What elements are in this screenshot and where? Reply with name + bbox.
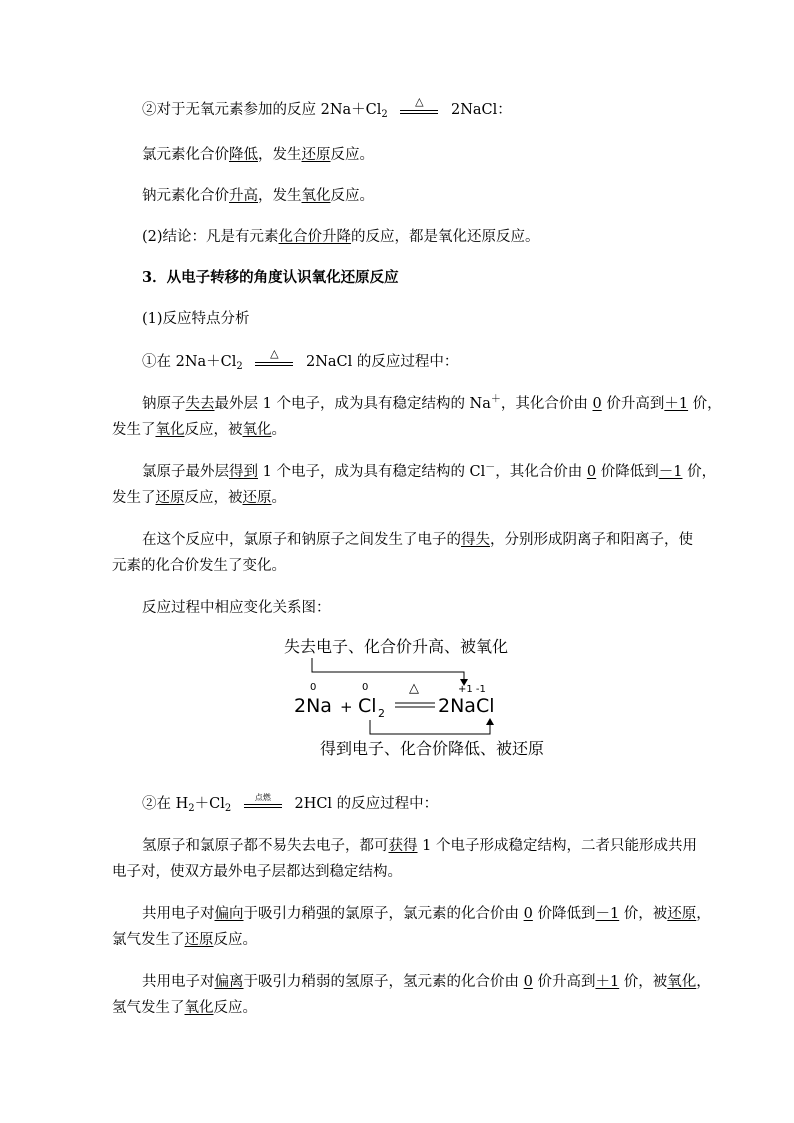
chlorine-shared-line1: 共用电子对偏向于吸引力稍强的氯原子，氯元素的化合价由 0 价降低到－1 价，被还原， bbox=[142, 906, 711, 922]
sodium-valence-line: 钠元素化合价升高，发生氧化反应。 bbox=[142, 188, 374, 204]
chlorine-shared-line2: 氯气发生了还原反应。 bbox=[112, 932, 257, 948]
chlorine-paragraph-line2: 发生了还原反应，被还原。 bbox=[112, 490, 286, 506]
hydrogen-shared-line1: 共用电子对偏离于吸引力稍弱的氢原子，氢元素的化合价由 0 价升高到＋1 价，被氧化， bbox=[142, 974, 711, 990]
na-charge: 0 bbox=[310, 682, 317, 693]
conclusion-line: (2)结论：凡是有元素化合价升降的反应，都是氧化还原反应。 bbox=[142, 229, 540, 245]
section-heading: 3．从电子转移的角度认识氧化还原反应 bbox=[142, 269, 399, 286]
reactant-cl-sub: 2 bbox=[378, 707, 385, 720]
sodium-paragraph-line2: 发生了氧化反应，被氧化。 bbox=[112, 422, 286, 438]
equation-line-h2-cl2: ②在 $H_2+Cl_2$ 点燃 2HCl 的反应过程中： bbox=[142, 793, 439, 814]
sodium-paragraph-line1: 钠原子失去最外层 1 个电子，成为具有稳定结构的 Na＋，其化合价由 0 价升高到＋1 价， bbox=[142, 394, 722, 412]
chlorine-paragraph-line1: 氯原子最外层得到 1 个电子，成为具有稳定结构的 Cl－，其化合价由 0 价降低到－1 价， bbox=[142, 462, 717, 480]
product-nacl: 2NaCl bbox=[438, 695, 495, 717]
subsection-heading: (1)反应特点分析 bbox=[142, 311, 250, 327]
equation-line-na-cl2: ②对于无氧元素参加的反应 $2Na+Cl_2$ △ 2NaCl： bbox=[142, 95, 512, 120]
hcl-paragraph-line1: 氢原子和氯原子都不易失去电子，都可获得 1 个电子形成稳定结构，二者只能形成共用 bbox=[142, 838, 697, 854]
hcl-paragraph-line2: 电子对，使双方最外电子层都达到稳定结构。 bbox=[112, 864, 402, 880]
product-charges: +1 -1 bbox=[458, 684, 486, 695]
electron-transfer-diagram bbox=[282, 632, 552, 762]
plus-sign: + bbox=[340, 698, 353, 716]
reaction-arrow: △ bbox=[400, 100, 438, 120]
diagram-caption: 反应过程中相应变化关系图： bbox=[142, 600, 331, 616]
equation-line-process: ①在 $2Na+Cl_2$ △ 2NaCl 的反应过程中： bbox=[142, 347, 459, 372]
reduction-arrow-head bbox=[486, 718, 494, 725]
reduction-label: 得到电子、化合价降低、被还原 bbox=[320, 739, 545, 758]
reactant-cl: Cl bbox=[358, 695, 377, 717]
oxidation-label: 失去电子、化合价升高、被氧化 bbox=[284, 637, 509, 656]
transfer-paragraph-line1: 在这个反应中，氯原子和钠原子之间发生了电子的得失，分别形成阴离子和阳离子，使 bbox=[142, 532, 693, 548]
heat-symbol: △ bbox=[409, 681, 419, 696]
reduction-bracket bbox=[370, 720, 490, 734]
chlorine-valence-line: 氯元素化合价降低，发生还原反应。 bbox=[142, 147, 374, 163]
reactant-na: 2Na bbox=[294, 695, 332, 717]
reaction-arrow: 点燃 bbox=[244, 794, 282, 814]
cl-charge: 0 bbox=[362, 682, 369, 693]
transfer-paragraph-line2: 元素的化合价发生了变化。 bbox=[112, 558, 286, 574]
oxidation-bracket bbox=[312, 658, 464, 684]
hydrogen-shared-line2: 氢气发生了氧化反应。 bbox=[112, 1000, 257, 1016]
reaction-arrow: △ bbox=[255, 352, 293, 372]
